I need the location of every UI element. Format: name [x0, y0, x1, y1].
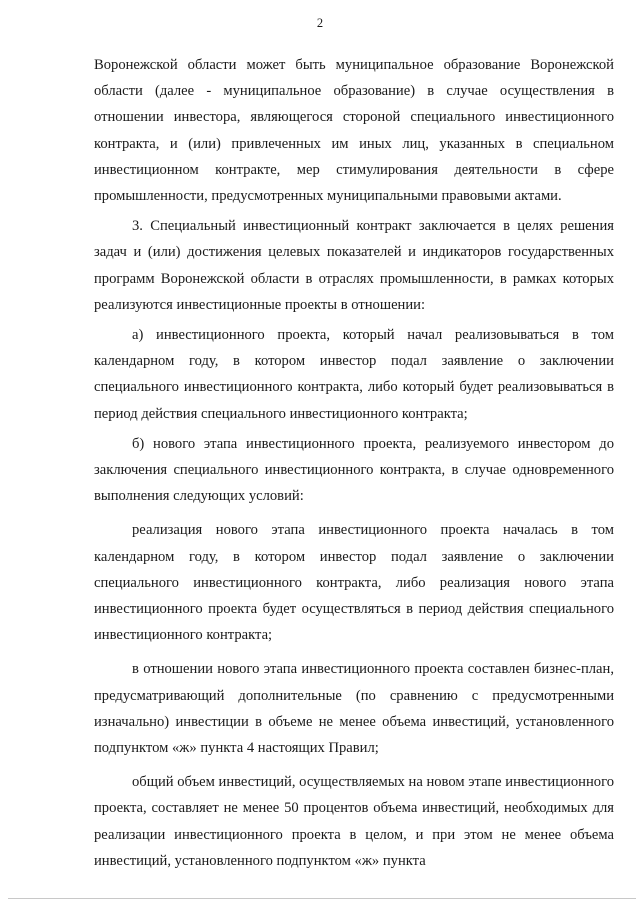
paragraph-subclause-b: б) нового этапа инвестиционного проекта, реализуемого инвестором до заключения специального инвестиционного контракта, в случае одновременного выполнения следующих условий:: [94, 435, 614, 505]
page-number: 2: [316, 16, 324, 30]
paragraph-condition-2: в отношении нового этапа инвестиционного проекта составлен бизнес-план, предусматривающий дополнительные (по сравнению с предусмотренными изначально) инвестиции в объеме не менее объема инвестиций, установленного подпунктом «ж» пункта 4 настоящих Правил;: [94, 661, 614, 757]
bottom-divider: [8, 898, 636, 899]
paragraph-clause-3: 3. Специальный инвестиционный контракт заключается в целях решения задач и (или) достижения целевых показателей и индикаторов государственных программ Воронежской области в отраслях промышленности, в рамках которых реализуются инвестиционные проекты в отношении:: [94, 218, 614, 313]
paragraph-condition-3: общий объем инвестиций, осуществляемых на новом этапе инвестиционного проекта, составляет не менее 50 процентов объема инвестиций, необходимых для реализации инвестиционного проекта в целом, и при этом не менее объема инвестиций, установленного подпунктом «ж» пункта: [94, 774, 614, 869]
paragraph-condition-1: реализация нового этапа инвестиционного проекта началась в том календарном году, в котором инвестор подал заявление о заключении специального инвестиционного контракта, либо реализация нового этапа инвестиционного проекта будет осуществляться в период действия специального инвестиционного контракта;: [94, 522, 614, 644]
paragraph-subclause-a: а) инвестиционного проекта, который начал реализовываться в том календарном году, в котором инвестор подал заявление о заключении специального инвестиционного контракта, либо который будет реализовываться в период действия специального инвестиционного контракта;: [94, 327, 614, 422]
document-body: [94, 52, 614, 874]
paragraph-continuation: Воронежской области может быть муниципальное образование Воронежской области (далее - муниципальное образование) в случае осуществления в отношении инвестора, являющегося стороной специального инвестиционного контракта, и (или) привлеченных им иных лиц, указанных в специальном инвестиционном контракте, мер стимулирования деятельности в сфере промышленности, предусмотренных муниципальными правовыми актами.: [94, 57, 614, 205]
